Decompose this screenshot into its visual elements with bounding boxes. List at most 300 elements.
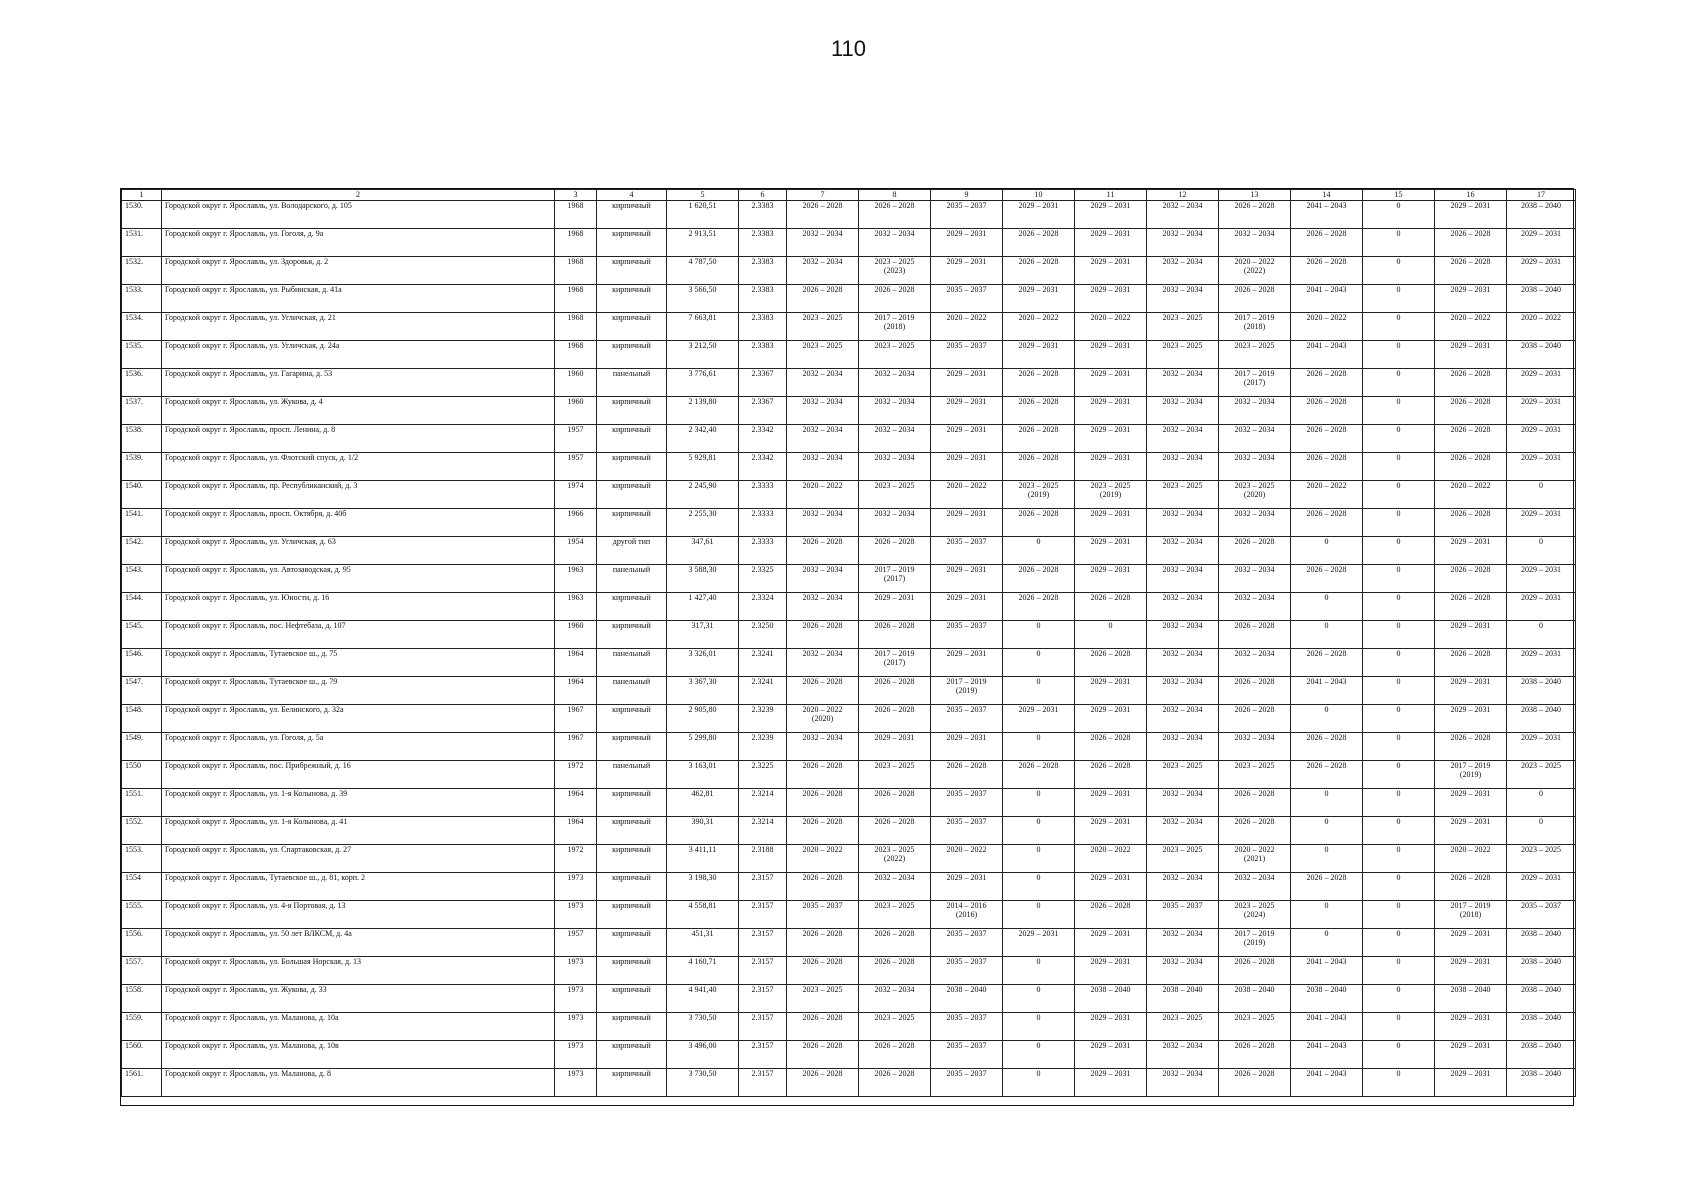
table-cell: 2038 – 2040: [1507, 1068, 1576, 1096]
table-cell: 1974: [555, 480, 597, 508]
table-cell: 1973: [555, 1012, 597, 1040]
table-row: [122, 536, 1576, 564]
table-cell: 0: [1003, 872, 1075, 900]
table-cell: 2026 – 2028: [1003, 452, 1075, 480]
table-cell: 2029 – 2031: [1507, 256, 1576, 284]
table-cell: 3 326,01: [667, 648, 739, 676]
table-cell: 2023 – 2025: [1219, 340, 1291, 368]
column-header: 12: [1147, 190, 1219, 201]
table-cell: кирпичный: [597, 452, 667, 480]
table-cell: 2026 – 2028: [1219, 816, 1291, 844]
table-cell: 2029 – 2031: [1075, 536, 1147, 564]
table-cell: 2032 – 2034: [1219, 872, 1291, 900]
table-cell: 0: [1003, 788, 1075, 816]
table-cell: Городской округ г. Ярославль, ул. Белинского, д. 32а: [162, 704, 555, 732]
table-cell: 1973: [555, 1068, 597, 1096]
table-cell: 2026 – 2028: [1435, 424, 1507, 452]
table-cell: 0: [1363, 928, 1435, 956]
table-cell: 2023 – 2025: [1147, 480, 1219, 508]
table-row: [122, 284, 1576, 312]
table-cell: 2026 – 2028: [787, 676, 859, 704]
table-cell: 2026 – 2028: [1435, 592, 1507, 620]
table-cell: 2.3214: [739, 816, 787, 844]
table-cell: 2026 – 2028: [787, 928, 859, 956]
table-cell: 2.3239: [739, 704, 787, 732]
column-header: 6: [739, 190, 787, 201]
table-cell: 2026 – 2028: [1291, 396, 1363, 424]
table-cell: 2029 – 2031: [1435, 676, 1507, 704]
table-cell: 2029 – 2031: [931, 508, 1003, 536]
table-cell: 2026 – 2028: [1075, 760, 1147, 788]
table-cell: 0: [1363, 760, 1435, 788]
table-cell: 1973: [555, 872, 597, 900]
table-cell: 2026 – 2028: [1003, 228, 1075, 256]
table-cell: 2026 – 2028: [859, 788, 931, 816]
table-cell: 0: [1003, 984, 1075, 1012]
table-cell: 1964: [555, 788, 597, 816]
table-cell: 1555.: [122, 900, 162, 928]
table-cell: 2032 – 2034: [787, 228, 859, 256]
table-cell: 2029 – 2031: [931, 396, 1003, 424]
table-cell: 2032 – 2034: [1219, 396, 1291, 424]
table-cell: 2032 – 2034: [1147, 620, 1219, 648]
table-cell: кирпичный: [597, 340, 667, 368]
table-cell: Городской округ г. Ярославль, пр. Республиканский, д. 3: [162, 480, 555, 508]
table-cell: 2035 – 2037: [931, 340, 1003, 368]
table-cell: 1531.: [122, 228, 162, 256]
table-cell: Городской округ г. Ярославль, ул. Маланова, д. 10а: [162, 1012, 555, 1040]
table-cell: 2.3157: [739, 872, 787, 900]
table-cell: 2.3157: [739, 1040, 787, 1068]
table-cell: 2023 – 2025: [1147, 760, 1219, 788]
table-cell: 2026 – 2028: [1219, 956, 1291, 984]
table-cell: 2032 – 2034: [859, 396, 931, 424]
table-cell: 2026 – 2028: [859, 956, 931, 984]
table-cell: 2029 – 2031: [1435, 788, 1507, 816]
table-cell: 0: [1291, 536, 1363, 564]
table-cell: 1 620,51: [667, 200, 739, 228]
table-cell: 2026 – 2028: [787, 1040, 859, 1068]
table-cell: 2032 – 2034: [859, 424, 931, 452]
table-cell: 2029 – 2031: [931, 256, 1003, 284]
table-cell: Городской округ г. Ярославль, ул. Жукова, д. 4: [162, 396, 555, 424]
table-cell: 2032 – 2034: [1147, 676, 1219, 704]
column-header: 5: [667, 190, 739, 201]
table-cell: 0: [1291, 620, 1363, 648]
table-cell: 2038 – 2040: [1507, 340, 1576, 368]
table-cell: 2017 – 2019 (2017): [859, 648, 931, 676]
table-cell: 0: [1507, 480, 1576, 508]
table-cell: 2023 – 2025 (2019): [1003, 480, 1075, 508]
table-cell: 2029 – 2031: [1075, 200, 1147, 228]
table-cell: 1973: [555, 956, 597, 984]
table-cell: 2026 – 2028: [859, 620, 931, 648]
table-cell: 2023 – 2025: [1507, 844, 1576, 872]
table-cell: 2032 – 2034: [1147, 1040, 1219, 1068]
column-header: 7: [787, 190, 859, 201]
table-cell: 1963: [555, 592, 597, 620]
table-cell: 1967: [555, 732, 597, 760]
table-cell: 2026 – 2028: [787, 788, 859, 816]
table-cell: 2032 – 2034: [1219, 732, 1291, 760]
table-cell: Городской округ г. Ярославль, ул. Гагарина, д. 53: [162, 368, 555, 396]
table-cell: 2026 – 2028: [1003, 256, 1075, 284]
table-cell: 2023 – 2025: [859, 1012, 931, 1040]
table-cell: Городской округ г. Ярославль, ул. Жукова, д. 33: [162, 984, 555, 1012]
table-cell: Городской округ г. Ярославль, просп. Ленина, д. 8: [162, 424, 555, 452]
table-cell: 0: [1363, 732, 1435, 760]
table-cell: 0: [1363, 648, 1435, 676]
table-cell: Городской округ г. Ярославль, ул. Маланова, д. 8: [162, 1068, 555, 1096]
table-cell: 2041 – 2043: [1291, 1068, 1363, 1096]
table-cell: 2029 – 2031: [1075, 816, 1147, 844]
table-cell: 2023 – 2025: [1507, 760, 1576, 788]
table-cell: кирпичный: [597, 984, 667, 1012]
table-cell: 1960: [555, 620, 597, 648]
table-cell: 2.3383: [739, 228, 787, 256]
table-cell: 2038 – 2040: [1075, 984, 1147, 1012]
column-header: 9: [931, 190, 1003, 201]
table-cell: 2026 – 2028: [1291, 760, 1363, 788]
table-cell: 3 411,11: [667, 844, 739, 872]
table-cell: 1542.: [122, 536, 162, 564]
table-cell: 0: [1363, 956, 1435, 984]
table-cell: 1957: [555, 928, 597, 956]
table-cell: 0: [1291, 816, 1363, 844]
table-cell: 2026 – 2028: [1291, 564, 1363, 592]
table-cell: 0: [1363, 704, 1435, 732]
table-cell: 2.3214: [739, 788, 787, 816]
table-cell: 2032 – 2034: [1147, 592, 1219, 620]
table-cell: 1536.: [122, 368, 162, 396]
column-header: 2: [162, 190, 555, 201]
column-header: 11: [1075, 190, 1147, 201]
table-cell: другой тип: [597, 536, 667, 564]
table-cell: 0: [1363, 900, 1435, 928]
table-row: [122, 480, 1576, 508]
table-cell: 2026 – 2028: [787, 1012, 859, 1040]
table-cell: 0: [1363, 340, 1435, 368]
table-cell: 2032 – 2034: [787, 648, 859, 676]
table-cell: 2026 – 2028: [1075, 648, 1147, 676]
table-cell: 2035 – 2037: [787, 900, 859, 928]
table-row: [122, 816, 1576, 844]
table-cell: 2032 – 2034: [1147, 788, 1219, 816]
table-cell: 0: [1291, 900, 1363, 928]
table-cell: 2026 – 2028: [1003, 424, 1075, 452]
table-row: [122, 1040, 1576, 1068]
table-row: [122, 788, 1576, 816]
table-cell: 0: [1363, 1012, 1435, 1040]
table-cell: 0: [1363, 564, 1435, 592]
table-cell: 2029 – 2031: [1435, 1012, 1507, 1040]
table-cell: 1960: [555, 396, 597, 424]
table-cell: 2017 – 2019 (2017): [1219, 368, 1291, 396]
table-cell: 2.3157: [739, 984, 787, 1012]
table-cell: 2023 – 2025: [1219, 760, 1291, 788]
table-cell: 1530.: [122, 200, 162, 228]
table-cell: кирпичный: [597, 844, 667, 872]
table-cell: 1551.: [122, 788, 162, 816]
table-cell: 2020 – 2022: [931, 312, 1003, 340]
table-cell: 4 160,71: [667, 956, 739, 984]
table-cell: кирпичный: [597, 508, 667, 536]
table-cell: 0: [1003, 956, 1075, 984]
table-cell: Городской округ г. Ярославль, ул. Автозаводская, д. 95: [162, 564, 555, 592]
table-cell: 2029 – 2031: [1435, 284, 1507, 312]
table-cell: 2035 – 2037: [1507, 900, 1576, 928]
table-cell: 2038 – 2040: [1291, 984, 1363, 1012]
table-cell: 2.3383: [739, 256, 787, 284]
table-cell: 1973: [555, 900, 597, 928]
table-cell: 2029 – 2031: [859, 592, 931, 620]
table-row: [122, 900, 1576, 928]
table-cell: 0: [1291, 844, 1363, 872]
table-cell: Городской округ г. Ярославль, ул. Угличская, д. 63: [162, 536, 555, 564]
table-cell: 2035 – 2037: [931, 620, 1003, 648]
table-cell: 1963: [555, 564, 597, 592]
table-cell: 2026 – 2028: [1003, 396, 1075, 424]
column-header: 17: [1507, 190, 1576, 201]
table-cell: 317,31: [667, 620, 739, 648]
table-cell: 2029 – 2031: [1075, 228, 1147, 256]
table-cell: 2032 – 2034: [1219, 424, 1291, 452]
table-cell: 2041 – 2043: [1291, 1040, 1363, 1068]
table-cell: 2.3225: [739, 760, 787, 788]
table-row: [122, 620, 1576, 648]
table-cell: 2029 – 2031: [859, 732, 931, 760]
table-cell: 2023 – 2025: [1147, 312, 1219, 340]
table-cell: 1972: [555, 760, 597, 788]
table-cell: 0: [1291, 592, 1363, 620]
table-cell: 0: [1507, 816, 1576, 844]
table-cell: 2017 – 2019 (2019): [1219, 928, 1291, 956]
table-cell: 2023 – 2025: [859, 340, 931, 368]
table-cell: 2032 – 2034: [1147, 368, 1219, 396]
table-cell: 2035 – 2037: [931, 956, 1003, 984]
table-cell: 0: [1363, 844, 1435, 872]
table-cell: 5 929,81: [667, 452, 739, 480]
table-cell: 2029 – 2031: [1435, 704, 1507, 732]
table-cell: 390,31: [667, 816, 739, 844]
table-cell: кирпичный: [597, 1012, 667, 1040]
table-cell: Городской округ г. Ярославль, пос. Нефтебаза, д. 107: [162, 620, 555, 648]
table-cell: Городской округ г. Ярославль, ул. 50 лет ВЛКСМ, д. 4а: [162, 928, 555, 956]
table-cell: 1973: [555, 1040, 597, 1068]
table-cell: Городской округ г. Ярославль, Тутаевское ш., д. 79: [162, 676, 555, 704]
table-cell: 2029 – 2031: [931, 228, 1003, 256]
table-cell: 2035 – 2037: [931, 928, 1003, 956]
table-cell: 2041 – 2043: [1291, 340, 1363, 368]
table-cell: 347,61: [667, 536, 739, 564]
table-cell: 1554: [122, 872, 162, 900]
table-cell: 2023 – 2025 (2019): [1075, 480, 1147, 508]
column-header: 1: [122, 190, 162, 201]
table-cell: 2029 – 2031: [1507, 424, 1576, 452]
table-row: [122, 1012, 1576, 1040]
table-cell: 2023 – 2025: [1147, 844, 1219, 872]
table-cell: кирпичный: [597, 872, 667, 900]
table-cell: 2029 – 2031: [931, 368, 1003, 396]
table-cell: 2029 – 2031: [1507, 732, 1576, 760]
table-cell: 0: [1003, 1040, 1075, 1068]
table-cell: 1968: [555, 284, 597, 312]
table-cell: 1964: [555, 676, 597, 704]
table-cell: 2020 – 2022: [931, 844, 1003, 872]
table-cell: 1968: [555, 340, 597, 368]
table-cell: 2026 – 2028: [859, 816, 931, 844]
table-cell: 0: [1003, 648, 1075, 676]
table-cell: 2.3157: [739, 1068, 787, 1096]
table-cell: 0: [1363, 620, 1435, 648]
table-cell: кирпичный: [597, 312, 667, 340]
table-cell: 2029 – 2031: [1075, 676, 1147, 704]
table-cell: 2.3325: [739, 564, 787, 592]
table-cell: 0: [1363, 480, 1435, 508]
table-cell: 5 299,80: [667, 732, 739, 760]
table-cell: 2038 – 2040: [1507, 984, 1576, 1012]
table-cell: Городской округ г. Ярославль, просп. Октября, д. 40б: [162, 508, 555, 536]
table-cell: панельный: [597, 676, 667, 704]
table-cell: 1557.: [122, 956, 162, 984]
table-cell: 2029 – 2031: [1435, 200, 1507, 228]
table-cell: 2029 – 2031: [1075, 956, 1147, 984]
table-cell: 1545.: [122, 620, 162, 648]
table-cell: 2026 – 2028: [1291, 872, 1363, 900]
table-cell: 2026 – 2028: [1435, 872, 1507, 900]
table-cell: 2029 – 2031: [931, 564, 1003, 592]
table-row: [122, 256, 1576, 284]
table-body: [122, 200, 1576, 1096]
table-cell: кирпичный: [597, 788, 667, 816]
table-cell: 1964: [555, 816, 597, 844]
table-cell: Городской округ г. Ярославль, ул. Здоровья, д. 2: [162, 256, 555, 284]
table-cell: 2029 – 2031: [1075, 368, 1147, 396]
table-cell: 4 941,40: [667, 984, 739, 1012]
table-cell: 2020 – 2022: [1435, 844, 1507, 872]
table-row: [122, 1068, 1576, 1096]
table-row: [122, 732, 1576, 760]
table-cell: 2.3383: [739, 200, 787, 228]
table-cell: 2029 – 2031: [1003, 284, 1075, 312]
table-cell: 2029 – 2031: [1075, 704, 1147, 732]
table-cell: 0: [1363, 1040, 1435, 1068]
table-cell: 2.3342: [739, 424, 787, 452]
table-cell: 2038 – 2040: [1507, 676, 1576, 704]
table-cell: 2.3157: [739, 1012, 787, 1040]
table-cell: кирпичный: [597, 1040, 667, 1068]
table-cell: Городской округ г. Ярославль, ул. Флотский спуск, д. 1/2: [162, 452, 555, 480]
table-cell: кирпичный: [597, 200, 667, 228]
table-cell: панельный: [597, 648, 667, 676]
table-row: [122, 228, 1576, 256]
table-cell: Городской округ г. Ярославль, ул. Гоголя, д. 5а: [162, 732, 555, 760]
table-cell: 0: [1363, 284, 1435, 312]
table-cell: 1968: [555, 200, 597, 228]
table-cell: 1537.: [122, 396, 162, 424]
table-cell: 3 588,30: [667, 564, 739, 592]
table-cell: 2041 – 2043: [1291, 676, 1363, 704]
table-cell: 2026 – 2028: [1003, 564, 1075, 592]
table-cell: 2.3157: [739, 900, 787, 928]
table-cell: 462,81: [667, 788, 739, 816]
table-cell: 2026 – 2028: [859, 704, 931, 732]
table-cell: 2026 – 2028: [1291, 648, 1363, 676]
table-cell: 2038 – 2040: [1507, 1012, 1576, 1040]
table-cell: 1552.: [122, 816, 162, 844]
table-cell: 1546.: [122, 648, 162, 676]
table-cell: 2035 – 2037: [931, 816, 1003, 844]
table-row: [122, 312, 1576, 340]
table-cell: 2.3157: [739, 928, 787, 956]
table-cell: 0: [1363, 1068, 1435, 1096]
table-cell: 2032 – 2034: [859, 452, 931, 480]
table-cell: 0: [1363, 256, 1435, 284]
table-cell: 2.3367: [739, 396, 787, 424]
table-cell: 2029 – 2031: [1507, 452, 1576, 480]
table-cell: 1535.: [122, 340, 162, 368]
table-cell: 0: [1003, 844, 1075, 872]
table-cell: 0: [1507, 788, 1576, 816]
table-cell: 2026 – 2028: [1435, 228, 1507, 256]
table-cell: кирпичный: [597, 592, 667, 620]
table-cell: 2 913,51: [667, 228, 739, 256]
table-cell: 3 198,30: [667, 872, 739, 900]
table-cell: 2032 – 2034: [1219, 228, 1291, 256]
table-cell: 2023 – 2025: [859, 760, 931, 788]
table-cell: 2038 – 2040: [1507, 704, 1576, 732]
table-cell: 1968: [555, 312, 597, 340]
table-cell: 0: [1003, 732, 1075, 760]
table-cell: 2032 – 2034: [1147, 564, 1219, 592]
table-cell: 2041 – 2043: [1291, 1012, 1363, 1040]
table-cell: 2020 – 2022: [1291, 312, 1363, 340]
table-cell: 2029 – 2031: [1075, 256, 1147, 284]
table-cell: 2032 – 2034: [1147, 228, 1219, 256]
table-cell: Городской округ г. Ярославль, ул. Гоголя, д. 9а: [162, 228, 555, 256]
table-cell: 2032 – 2034: [787, 508, 859, 536]
table-cell: 3 730,50: [667, 1068, 739, 1096]
table-cell: 2026 – 2028: [1219, 1040, 1291, 1068]
table-cell: 2029 – 2031: [1003, 928, 1075, 956]
table-cell: 1560.: [122, 1040, 162, 1068]
table-cell: 2023 – 2025: [787, 984, 859, 1012]
table-row: [122, 844, 1576, 872]
table-cell: 2023 – 2025 (2022): [859, 844, 931, 872]
housing-register-table: [121, 189, 1576, 1097]
table-cell: кирпичный: [597, 1068, 667, 1096]
table-cell: Городской округ г. Ярославль, ул. Маланова, д. 10в: [162, 1040, 555, 1068]
table-cell: кирпичный: [597, 396, 667, 424]
table-cell: 2032 – 2034: [1147, 284, 1219, 312]
table-cell: 0: [1363, 788, 1435, 816]
table-cell: 2023 – 2025: [787, 340, 859, 368]
table-cell: 2038 – 2040: [1219, 984, 1291, 1012]
table-cell: 1968: [555, 256, 597, 284]
column-header: 8: [859, 190, 931, 201]
table-cell: Городской округ г. Ярославль, ул. Угличская, д. 21: [162, 312, 555, 340]
table-cell: 2020 – 2022: [931, 480, 1003, 508]
table-cell: 2.3333: [739, 508, 787, 536]
column-header: 4: [597, 190, 667, 201]
table-cell: 2032 – 2034: [1219, 564, 1291, 592]
table-cell: 2032 – 2034: [859, 508, 931, 536]
table-cell: 3 730,50: [667, 1012, 739, 1040]
column-header: 3: [555, 190, 597, 201]
table-cell: 2026 – 2028: [859, 284, 931, 312]
table-cell: 0: [1363, 984, 1435, 1012]
table-cell: 1561.: [122, 1068, 162, 1096]
